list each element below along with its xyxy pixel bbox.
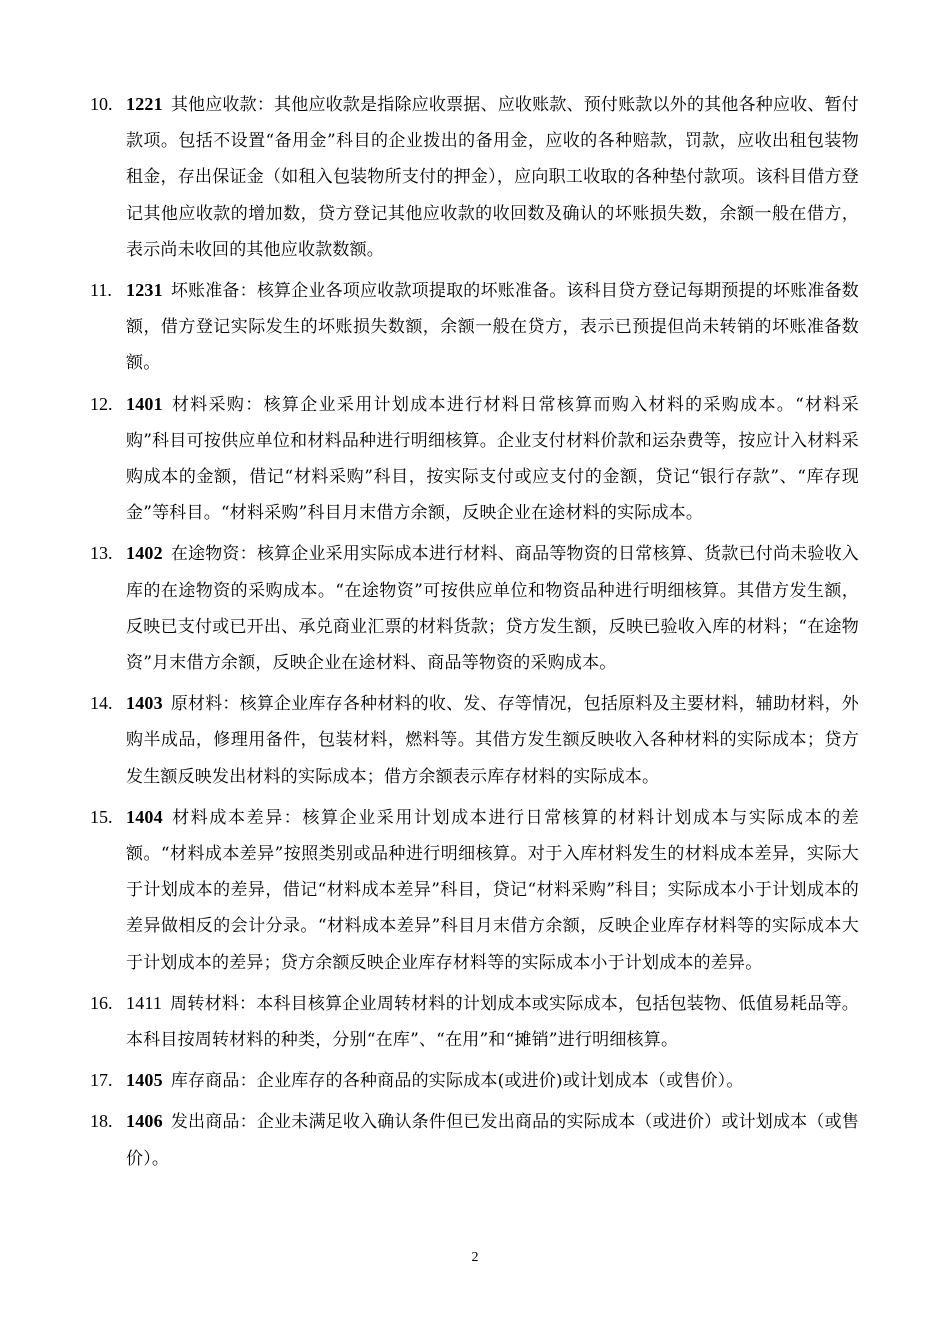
item-body — [126, 1062, 859, 1099]
list-item — [0, 1062, 950, 1099]
item-text: 坏账准备：核算企业各项应收款项提取的坏账准备。该科目贷方登记每期预提的坏账准备数额，借方登记实际发生的坏账损失数额，余额一般在贷方，表示已预提但尚未转销的坏账准备数额。 — [126, 281, 859, 374]
account-code: 1404 — [126, 806, 163, 827]
item-body — [126, 1103, 859, 1176]
item-text: 原材料：核算企业库存各种材料的收、发、存等情况，包括原料及主要材料，辅助材料，外购半成品，修理用备件，包装材料，燃料等。其借方发生额反映收入各种材料的实际成本；贷方发生额反映发出材料的实际成本；借方余额表示库存材料的实际成本。 — [126, 694, 859, 787]
item-text: 材料成本差异：核算企业采用计划成本进行日常核算的材料计划成本与实际成本的差额。“材料成本差异”按照类别或品种进行明细核算。对于入库材料发生的材料成本差异，实际大于计划成本的差异，借记“材料成本差异”科目，贷记“材料采购”科目；实际成本小于计划成本的差异做相反的会计分录。“材料成本差异”科目月末借方余额，反映企业库存材料等的实际成本大于计划成本的差异；贷方余额反映企业库存材料等的实际成本小于计划成本的差异。 — [126, 807, 859, 973]
item-body — [126, 799, 859, 981]
item-number: 18. — [90, 1111, 113, 1132]
list-item — [0, 685, 950, 795]
item-body — [126, 86, 859, 268]
page-number: 2 — [471, 1250, 479, 1265]
list-item — [0, 272, 950, 382]
item-body — [126, 535, 859, 681]
item-body — [126, 386, 859, 532]
item-text: 库存商品：企业库存的各种商品的实际成本(或进价)或计划成本（或售价）。 — [170, 1071, 744, 1092]
item-number: 10. — [90, 94, 113, 114]
item-number: 17. — [90, 1070, 113, 1091]
account-code: 1411 — [126, 992, 163, 1013]
list-item — [0, 535, 950, 681]
item-text: 材料采购：核算企业采用计划成本进行材料日常核算而购入材料的采购成本。“材料采购”科目可按供应单位和材料品种进行明细核算。企业支付材料价款和运杂费等，按应计入材料采购成本的金额，借记“材料采购”科目，按实际支付或应支付的金额，贷记“银行存款”、“库存现金”等科目。“材料采购”科目月末借方余额，反映企业在途材料的实际成本。 — [126, 394, 859, 524]
account-code: 1402 — [126, 543, 163, 564]
list-item — [0, 985, 950, 1058]
list-item — [0, 1103, 950, 1176]
account-code: 1231 — [126, 280, 163, 301]
account-code: 1406 — [126, 1111, 163, 1132]
list-item — [0, 799, 950, 981]
item-number: 12. — [90, 393, 113, 414]
account-code: 1401 — [126, 393, 163, 414]
item-number: 13. — [90, 543, 113, 564]
item-number: 16. — [90, 992, 113, 1013]
item-text: 在途物资：核算企业采用实际成本进行材料、商品等物资的日常核算、货款已付尚未验收入库的在途物资的采购成本。“在途物资”可按供应单位和物资品种进行明细核算。其借方发生额，反映已支付或已开出、承兑商业汇票的材料货款；贷方发生额，反映已验收入库的材料；“在途物资”月末借方余额，反映企业在途材料、商品等物资的采购成本。 — [126, 544, 859, 674]
account-code: 1405 — [126, 1070, 163, 1091]
item-text: 其他应收款：其他应收款是指除应收票据、应收账款、预付账款以外的其他各种应收、暂付款项。包括不设置“备用金”科目的企业拨出的备用金，应收的各种赔款，罚款，应收出租包装物租金，存出保证金（如租入包装物所支付的押金），应向职工收取的各种垫付款项。该科目借方登记其他应收款的增加数，贷方登记其他应收款的收回数及确认的坏账损失数，余额一般在借方，表示尚未收回的其他应收款数额。 — [126, 95, 859, 260]
item-body — [126, 685, 859, 795]
document-body — [0, 86, 950, 1181]
item-text: 发出商品：企业未满足收入确认条件但已发出商品的实际成本（或进价）或计划成本（或售价）。 — [126, 1112, 859, 1169]
item-text: 周转材料：本科目核算企业周转材料的计划成本或实际成本，包括包装物、低值易耗品等。本科目按周转材料的种类，分别“在库”、“在用”和“摊销”进行明细核算。 — [126, 993, 859, 1051]
account-code: 1403 — [126, 693, 163, 714]
list-item — [0, 86, 950, 268]
item-body — [126, 985, 859, 1058]
account-code: 1221 — [126, 94, 163, 114]
item-number: 11. — [90, 280, 112, 301]
item-number: 14. — [90, 693, 113, 714]
item-body — [126, 272, 859, 382]
list-item — [0, 386, 950, 532]
item-number: 15. — [90, 806, 113, 827]
